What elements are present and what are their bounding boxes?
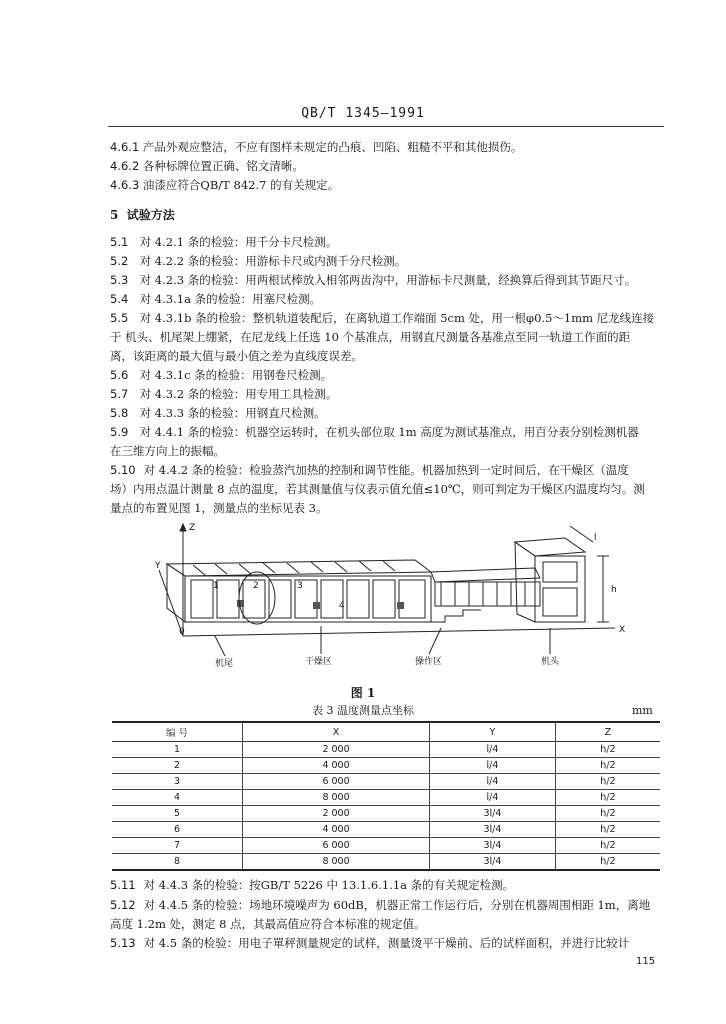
point-2-label: 2 — [253, 581, 259, 591]
l-label: l — [594, 533, 597, 543]
cell: 4 000 — [243, 758, 430, 774]
clause-line — [110, 176, 666, 194]
clause-line — [110, 157, 666, 175]
clause-number: 5.2 — [110, 254, 129, 268]
clause-line — [110, 915, 666, 933]
clause-text: 离，该距离的最大值与最小值之差为直线度误差。 — [110, 349, 363, 363]
clause-line — [110, 934, 666, 952]
cell: h/2 — [555, 822, 660, 838]
clause-text: 各种标牌位置正确、铭文清晰。 — [142, 159, 304, 173]
clause-text: 场）内用点温计测量 8 点的温度，若其测量值与仪表示值允值≤10℃，则可判定为干燥区内温度均匀。测 — [110, 482, 645, 496]
clause-text: 对 4.4.3 条的检验：按GB/T 5226 中 13.1.6.1.1a 条的有关规定检测。 — [143, 878, 515, 892]
clause-line — [110, 896, 666, 914]
clause-text: 量点的布置见图 1，测量点的坐标见表 3。 — [110, 501, 328, 515]
clause-text: 对 4.3.3 条的检验：用钢直尺检测。 — [139, 406, 326, 420]
clause-number: 5.10 — [110, 463, 136, 477]
point-1-label: 1 — [213, 581, 219, 591]
clause-text: 对 4.4.5 条的检验：场地环境噪声为 60dB，机器正常工作运行后，分别在机器周围相距 1m，离地 — [143, 898, 651, 912]
z-axis-label: Z — [189, 523, 196, 533]
clause-line — [110, 138, 666, 156]
point-3-label: 3 — [297, 581, 303, 591]
cell: 1 — [112, 742, 243, 758]
steps — [427, 610, 481, 622]
cell: 4 000 — [243, 822, 430, 838]
clause-line — [110, 328, 666, 346]
cell: 3l/4 — [430, 822, 556, 838]
clause-number: 5.11 — [110, 878, 136, 892]
clause-number: 5.8 — [110, 406, 129, 420]
conveyor-top — [431, 568, 540, 582]
h-label: h — [611, 585, 617, 595]
cell: 8 — [112, 854, 243, 871]
clause-number: 4.6.1 — [110, 140, 140, 154]
point-4-label: 4 — [339, 601, 345, 611]
conveyor-front — [435, 582, 540, 606]
table-row — [112, 774, 660, 790]
machine-diagram — [145, 518, 645, 678]
col-header-y: Y — [430, 722, 556, 742]
clause-line — [110, 385, 666, 403]
cell: 2 — [112, 758, 243, 774]
cell: 6 — [112, 822, 243, 838]
clause-line — [110, 423, 666, 441]
cell: 3 — [112, 774, 243, 790]
col-header-number: 编 号 — [112, 722, 243, 742]
clause-text: 对 4.4.2 条的检验：检验蒸汽加热的控制和调节性能。机器加热到一定时间后，在干燥区（温度 — [143, 463, 629, 477]
clause-number: 5.9 — [110, 425, 129, 439]
clause-line — [110, 461, 666, 479]
origin-label: 0 — [179, 627, 185, 637]
cell: 8 000 — [243, 790, 430, 806]
tail-label: 机尾 — [215, 659, 234, 669]
table-unit: mm — [632, 704, 653, 717]
clause-text: 对 4.3.2 条的检验：用专用工具检测。 — [139, 387, 338, 401]
cell: 8 000 — [243, 854, 430, 871]
clause-text: 对 4.2.2 条的检验：用游标卡尺或内测千分尺检测。 — [139, 254, 407, 268]
clause-text: 油漆应符合QB/T 842.7 的有关规定。 — [142, 178, 340, 192]
cell: h/2 — [555, 806, 660, 822]
clause-text: 在三维方向上的振幅。 — [110, 444, 225, 458]
clause-line — [110, 876, 666, 894]
section-number: 5 — [110, 208, 119, 222]
cell: h/2 — [555, 854, 660, 871]
front-panels — [191, 580, 425, 618]
operation-zone-label: 操作区 — [415, 657, 443, 667]
clause-text: 于 机头、机尾架上绷紧，在尼龙线上任选 10 个基准点，用钢直尺测量各基准点至同一轨道工作面的距 — [110, 330, 631, 344]
cell: 4 — [112, 790, 243, 806]
clause-line — [110, 309, 666, 327]
clause-text: 对 4.3.1a 条的检验：用塞尺检测。 — [139, 292, 322, 306]
clause-number: 4.6.3 — [110, 178, 140, 192]
cell: 7 — [112, 838, 243, 854]
table-row — [112, 758, 660, 774]
clause-number: 5.12 — [110, 898, 136, 912]
coordinates-table — [112, 721, 660, 871]
cell: 2 000 — [243, 806, 430, 822]
z-axis-arrow — [180, 524, 186, 531]
header-rule — [108, 126, 664, 127]
cell: 5 — [112, 806, 243, 822]
cell: l/4 — [430, 790, 556, 806]
cell: h/2 — [555, 758, 660, 774]
table-caption: 表 3 温度测量点坐标 — [312, 704, 414, 717]
table-row — [112, 790, 660, 806]
clause-text: 高度 1.2m 处，测定 8 点，其最高值应符合本标准的规定值。 — [110, 917, 426, 931]
cell: 3l/4 — [430, 838, 556, 854]
clause-line — [110, 252, 666, 270]
table-row — [112, 854, 660, 871]
cell: l/4 — [430, 758, 556, 774]
body-front — [185, 576, 431, 622]
clause-text: 对 4.5 条的检验：用电子單秤测量规定的试样，测量烫平干燥前、后的试样面积，并进行比较计 — [143, 936, 630, 950]
clause-line — [110, 366, 666, 384]
table-row — [112, 838, 660, 854]
col-header-x: X — [243, 722, 430, 742]
clause-line — [110, 499, 666, 517]
clause-line — [110, 347, 666, 365]
leader-tail — [215, 636, 225, 656]
cell: 6 000 — [243, 774, 430, 790]
cell: h/2 — [555, 790, 660, 806]
figure-caption: 图 1 — [350, 686, 376, 700]
dry-zone-label: 干燥区 — [305, 657, 333, 667]
table-row — [112, 742, 660, 758]
table-header-row — [112, 722, 660, 742]
head-top — [515, 538, 585, 556]
section-heading — [110, 206, 175, 223]
clause-text: 对 4.3.1b 条的检验：整机轨道装配后，在离轨道工作端面 5cm 处，用一根φ0.5～1mm 尼龙线连接 — [139, 311, 655, 325]
clause-line — [110, 404, 666, 422]
head-label: 机头 — [541, 657, 560, 667]
clause-number: 5.4 — [110, 292, 129, 306]
cell: l/4 — [430, 774, 556, 790]
clause-line — [110, 442, 666, 460]
y-axis-label: Y — [155, 561, 161, 571]
x-axis-label: X — [619, 625, 626, 635]
clause-number: 5.13 — [110, 936, 136, 950]
page-header: QB/T 1345—1991 — [301, 106, 425, 121]
clause-number: 4.6.2 — [110, 159, 140, 173]
clause-number: 5.7 — [110, 387, 129, 401]
clause-line — [110, 480, 666, 498]
cell: h/2 — [555, 742, 660, 758]
cell: 6 000 — [243, 838, 430, 854]
cell: h/2 — [555, 838, 660, 854]
table-row — [112, 822, 660, 838]
clause-text: 对 4.4.1 条的检验：机器空运转时，在机头部位取 1m 高度为测试基准点，用百分表分别检测机器 — [139, 425, 639, 439]
clause-text: 对 4.3.1c 条的检验：用钢卷尺检测。 — [139, 368, 333, 382]
cell: l/4 — [430, 742, 556, 758]
page-number: 115 — [636, 956, 656, 967]
cell: 2 000 — [243, 742, 430, 758]
dimension-l — [570, 526, 593, 542]
clause-number: 5.3 — [110, 273, 129, 287]
clause-number: 5.6 — [110, 368, 129, 382]
cell: h/2 — [555, 774, 660, 790]
clause-text: 产品外观应整洁，不应有图样未规定的凸痕、凹陷、粗糙不平和其他损伤。 — [142, 140, 523, 154]
cell: 3l/4 — [430, 806, 556, 822]
clause-line — [110, 233, 666, 251]
table-row — [112, 806, 660, 822]
body-side — [167, 564, 185, 622]
clause-text: 对 4.2.1 条的检验：用千分卡尺检测。 — [139, 235, 338, 249]
clause-line — [110, 271, 666, 289]
section-title: 试验方法 — [126, 208, 175, 222]
clause-number: 5.1 — [110, 235, 129, 249]
clause-text: 对 4.2.3 条的检验：用两根试棒放入相邻两齿沟中，用游标卡尺测量，经换算后得到其节距尺寸。 — [139, 273, 637, 287]
clause-line — [110, 290, 666, 308]
cell: 3l/4 — [430, 854, 556, 871]
clause-number: 5.5 — [110, 311, 129, 325]
col-header-z: Z — [555, 722, 660, 742]
